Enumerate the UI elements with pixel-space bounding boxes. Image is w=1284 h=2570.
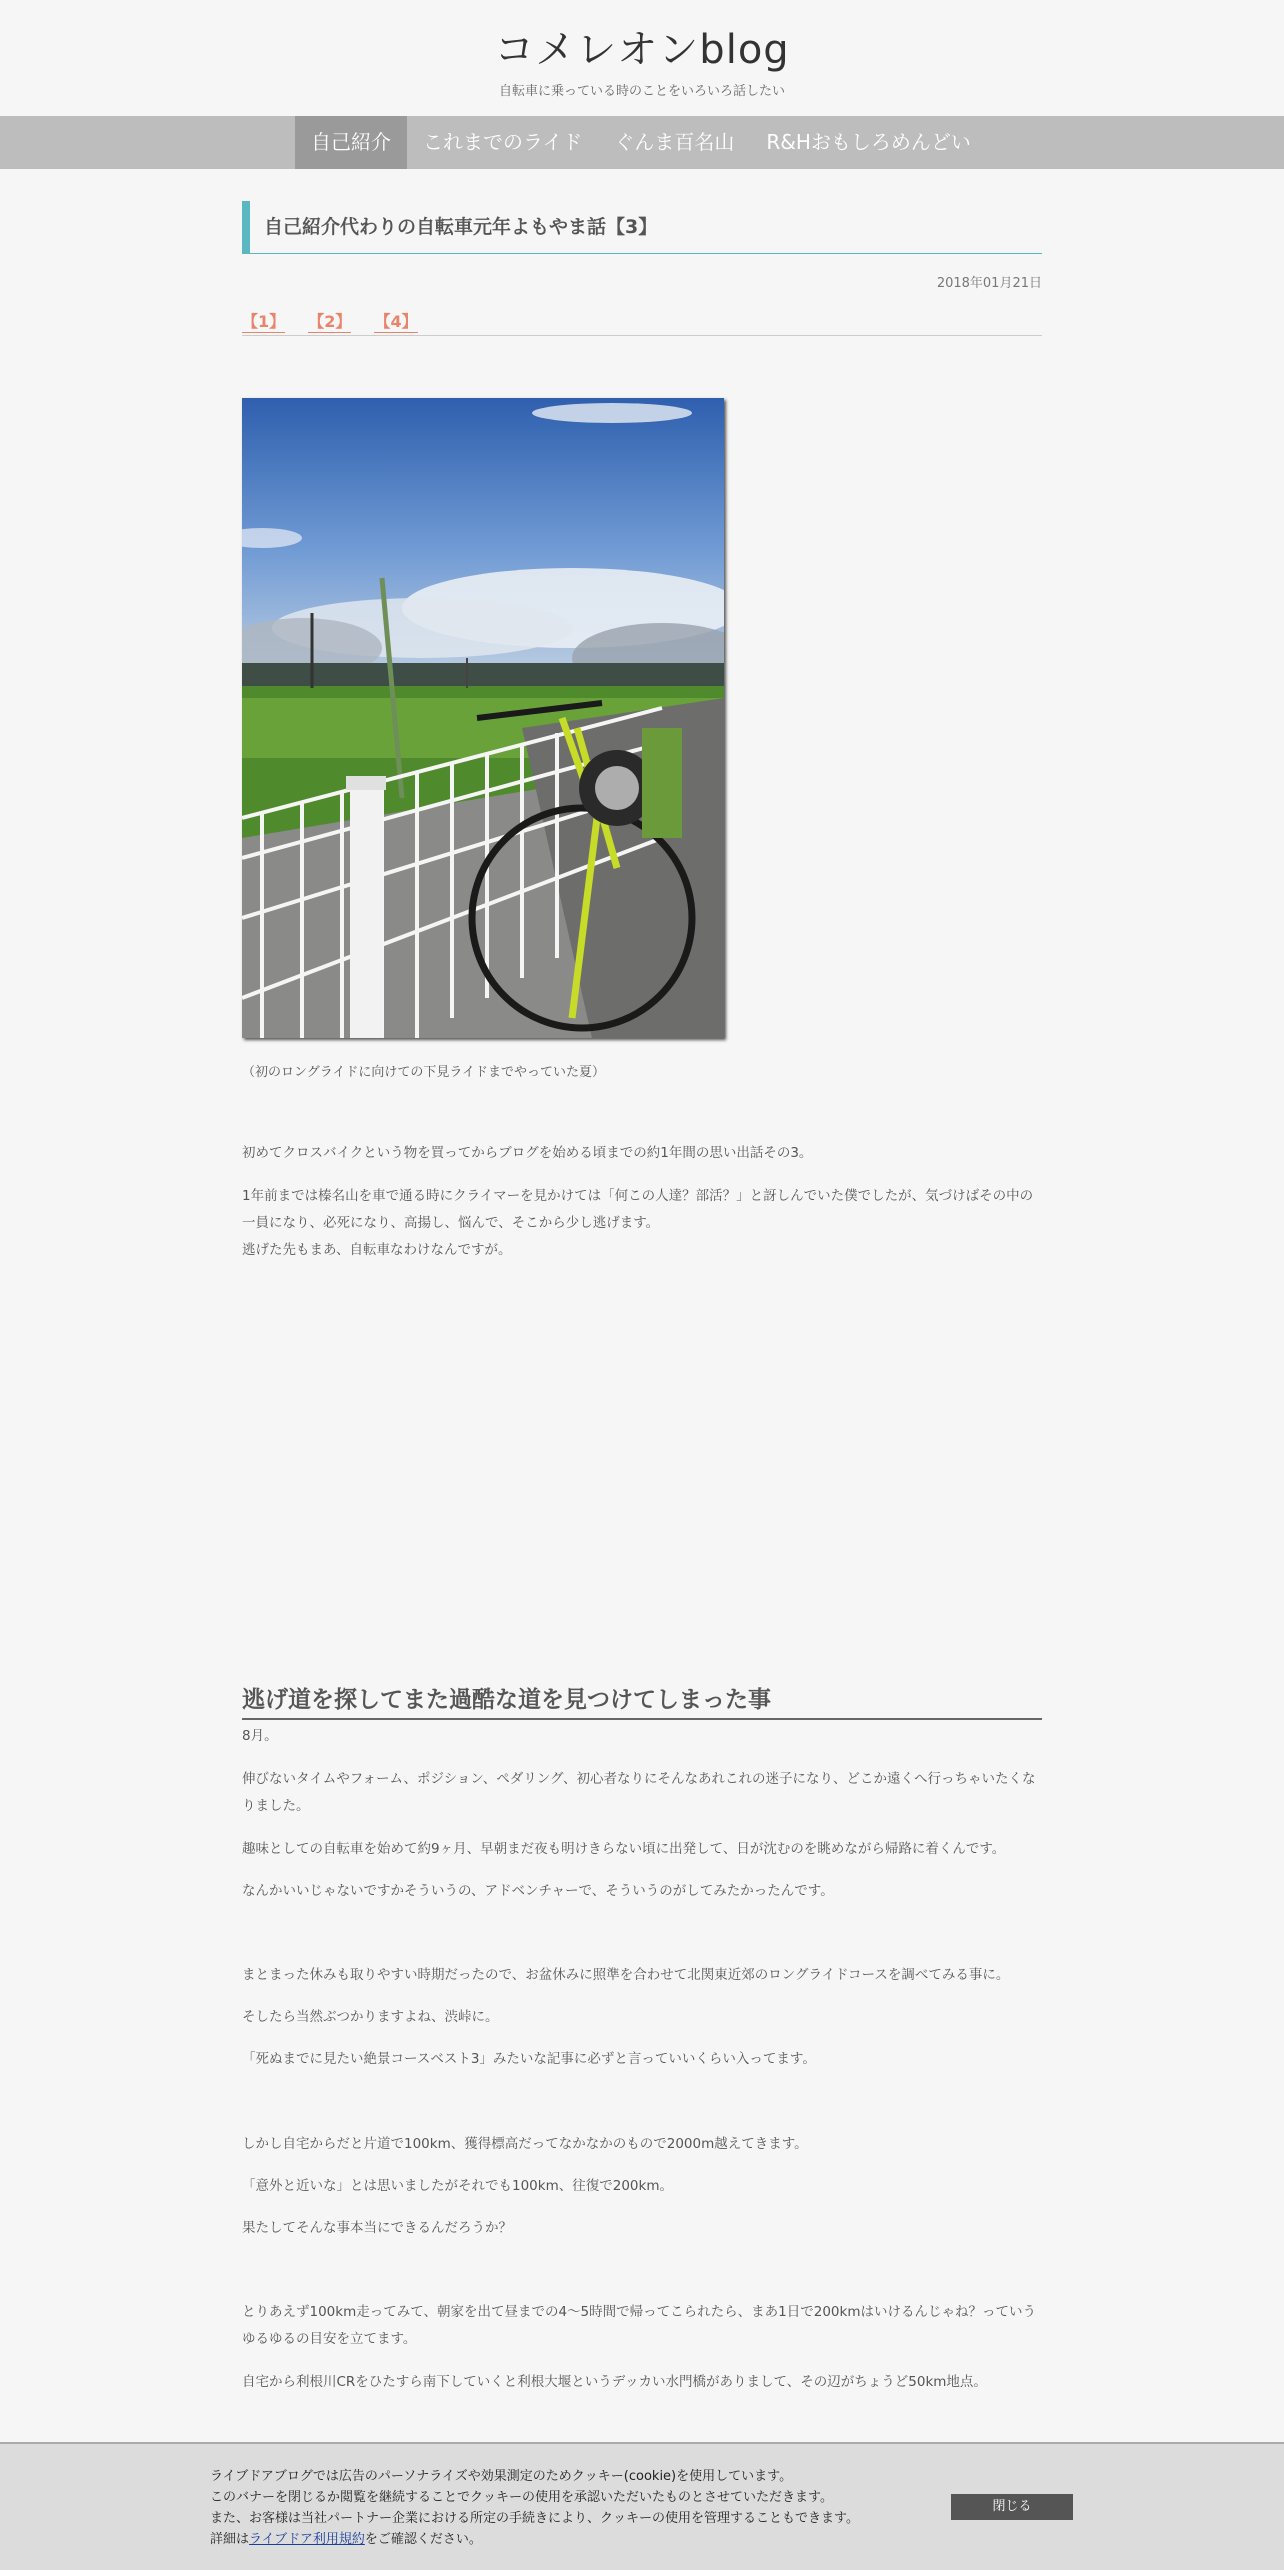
cookie-line-4-prefix: 詳細は — [210, 2532, 250, 2547]
terms-link[interactable]: ライブドア利用規約 — [249, 2532, 365, 2547]
part-link-4[interactable]: 【4】 — [374, 309, 417, 333]
cookie-line-2: このバナーを閉じるか閲覧を継続することでクッキーの使用を承認いただいたものとさせていただきます。 — [210, 2490, 833, 2505]
section-paragraph: 自宅から利根川CRをひたすら南下していくと利根大堰というデッカい水門橋がありまして、その辺がちょうど50km地点。 — [242, 2374, 987, 2390]
section-paragraph: 果たしてそんな事本当にできるんだろうか？ — [242, 2220, 512, 2236]
section-paragraph: なんかいいじゃないですかそういうの、アドベンチャーで、そういうのがしてみたかったんです。 — [242, 1883, 834, 1899]
cookie-line-4-suffix: をご確認ください。 — [364, 2532, 482, 2547]
site-header — [0, 0, 1284, 115]
section-paragraph: 8月。 — [242, 1728, 278, 1744]
global-nav — [0, 116, 1284, 169]
nav-item-rh[interactable]: R&Hおもしろめんどい — [766, 130, 971, 154]
section-paragraph: まとまった休みも取りやすい時期だったので、お盆休みに照準を合わせて北関東近郊のロングライドコースを調べてみる事に。 — [242, 1967, 1010, 1983]
cookie-line-4 — [210, 2529, 859, 2550]
nav-item-rides[interactable]: これまでのライド — [423, 130, 583, 154]
section-paragraph: 伸びないタイムやフォーム、ポジション、ペダリング、初心者なりにそんなあれこれの迷子になり、どこか遠くへ行っちゃいたくなりました。 — [242, 1771, 1036, 1814]
article-date: 2018年01月21日 — [936, 276, 1042, 291]
part-link-1[interactable]: 【1】 — [242, 309, 285, 333]
nav-item-profile[interactable]: 自己紹介 — [295, 116, 407, 169]
nav-item-gunma-mountains[interactable]: ぐんま百名山 — [614, 130, 735, 154]
cookie-banner — [0, 2442, 1284, 2570]
intro-paragraph-2: 1年前までは榛名山を車で通る時にクライマーを見かけては「何この人達？部活？」と訝しんでいた僕でしたが、気づけばその中の一員になり、必死になり、高揚し、悩んで、そこから少し逃げます。 逃げた先もまあ、自転車なわけなんですが。 — [242, 1188, 1034, 1258]
cookie-line-1: ライブドアブログでは広告のパーソナライズや効果測定のためクッキー(cookie)を使用しています。 — [210, 2469, 793, 2484]
section-paragraph: とりあえず100km走ってみて、朝家を出て昼までの4〜5時間で帰ってこられたら、まあ1日で200kmはいけるんじゃね？っていうゆるゆるの目安を立てます。 — [242, 2304, 1036, 2347]
section-heading: 逃げ道を探してまた過酷な道を見つけてしまった事 — [242, 1682, 1042, 1720]
section-paragraph: しかし自宅からだと片道で100km、獲得標高だってなかなかのもので2000m越えてきます。 — [242, 2136, 808, 2152]
article — [242, 169, 1042, 2390]
site-title[interactable]: コメレオンblog — [494, 27, 790, 73]
intro-paragraph-1: 初めてクロスバイクという物を買ってからブログを始める頃までの約1年間の思い出話その3。 — [242, 1145, 813, 1161]
part-links — [242, 309, 1042, 336]
site-description: 自転車に乗っている時のことをいろいろ話したい — [498, 84, 785, 99]
section-paragraph: 「死ぬまでに見たい絶景コースベスト3」みたいな記事に必ずと言っていいくらい入ってます。 — [242, 2051, 816, 2067]
cookie-notice — [210, 2466, 859, 2550]
section-paragraph: そしたら当然ぶつかりますよね、渋峠に。 — [242, 2009, 499, 2025]
cookie-line-3: また、お客様は当社パートナー企業における所定の手続きにより、クッキーの使用を管理することもできます。 — [210, 2511, 859, 2526]
bicycle-photo[interactable] — [242, 398, 724, 1038]
section-paragraph: 「意外と近いな」とは思いましたがそれでも100km、往復で200km。 — [242, 2178, 673, 2194]
photo-caption: （初のロングライドに向けての下見ライドまでやっていた夏） — [242, 1065, 605, 1080]
part-link-2[interactable]: 【2】 — [308, 309, 351, 333]
cookie-close-button[interactable]: 閉じる — [951, 2494, 1073, 2520]
article-title[interactable]: 自己紹介代わりの自転車元年よもやま話【3】 — [242, 201, 1042, 254]
section-paragraph: 趣味としての自転車を始めて約9ヶ月、早朝まだ夜も明けきらない頃に出発して、日が沈むのを眺めながら帰路に着くんです。 — [242, 1841, 1006, 1857]
